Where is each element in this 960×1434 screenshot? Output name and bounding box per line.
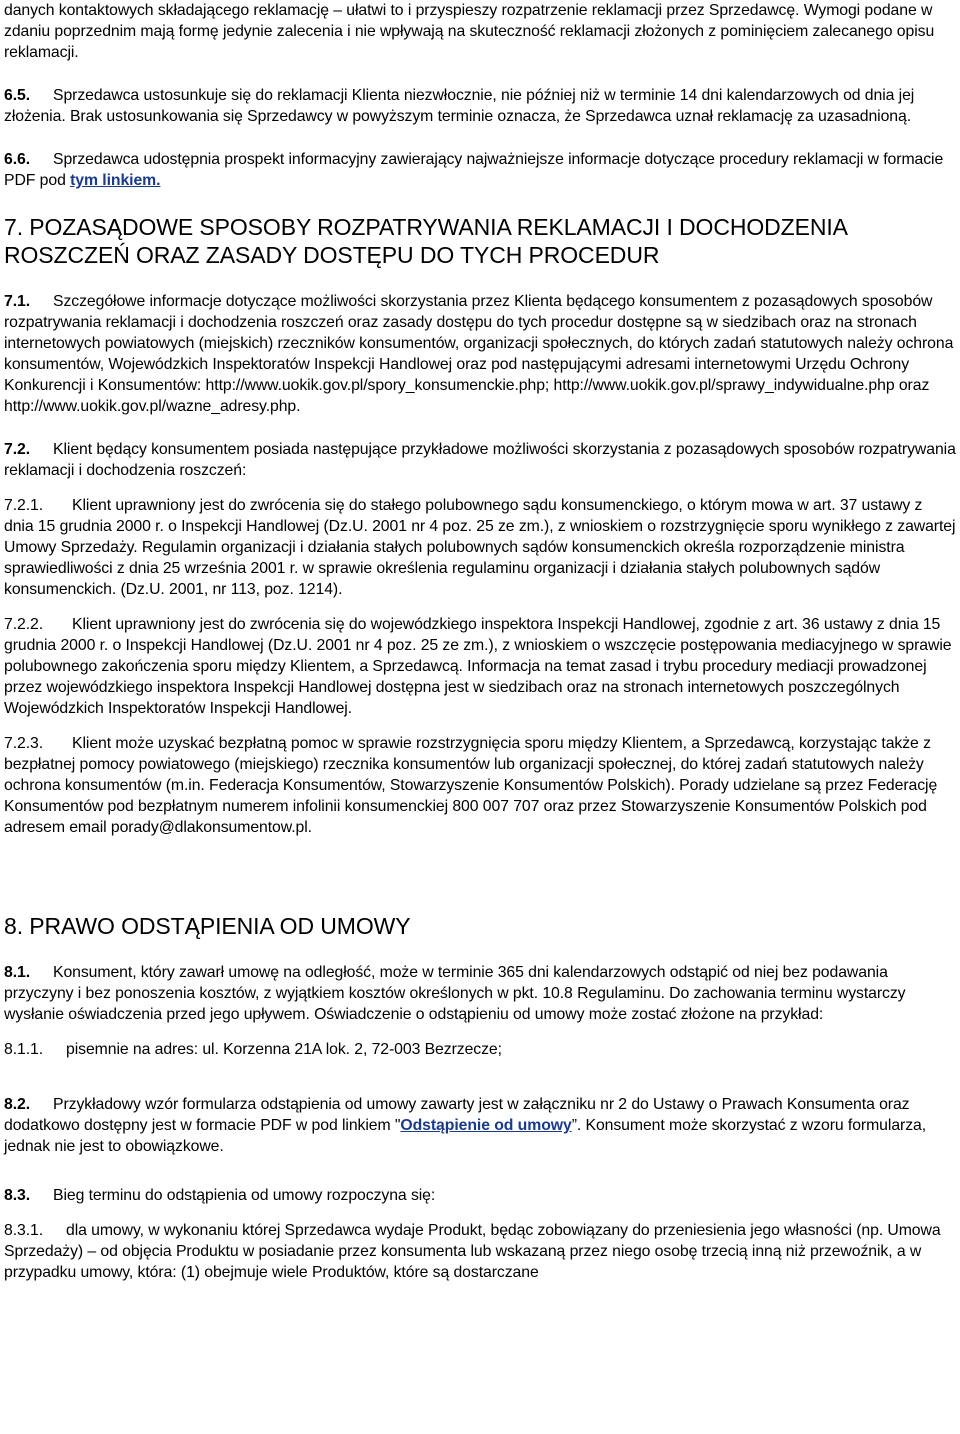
section-text-after: ”. Konsument może skorzystać z wzoru formularza, jednak nie jest to obowiązkowe. — [4, 1117, 927, 1155]
section-number: 7.2.3. — [4, 735, 44, 752]
section-number: 8.1. — [4, 964, 31, 981]
section-number: 8.3. — [4, 1187, 31, 1204]
section-text: Sprzedawca ustosunkuje się do reklamacji Klienta niezwłocznie, nie później niż w terminie 14 dni kalendarzowych od dnia jej złożenia. — [4, 87, 915, 125]
section-number: 8.2. — [4, 1096, 31, 1113]
section-8-1 — [4, 962, 956, 1025]
section-7-2 — [4, 439, 956, 481]
prospekt-link[interactable]: tym linkiem. — [70, 172, 161, 189]
odstapienie-link[interactable]: Odstąpienie od umowy — [400, 1117, 572, 1134]
section-text: Szczegółowe informacje dotyczące możliwości skorzystania przez Klienta będącego konsumentem z pozasądowych sposobów rozpatrywania reklamacji i dochodzenia roszczeń oraz zasady dostępu do tych procedur dostępne są w siedzibach oraz na stronach internetowych powiatowych (miejskich) rzeczników konsumentów, organizacji społecznych, do których zadań statutowych należy ochrona konsumentów, Wojewódzkich Inspektoratów Inspekcji Handlowej oraz pod następującymi adresami internetowymi Urzędu Ochrony Konkurencji i Konsumentów: http://www.uokik.gov.pl/spory_konsumenckie.php; http://www.uokik.gov.pl/sprawy_indywidualne.php oraz http://www.uokik.gov.pl/wazne_adresy.php. — [4, 293, 954, 415]
section-text: Konsument, który zawarł umowę na odległość, może w terminie 365 dni kalendarzowych odstąpić od niej bez podawania przyczyny i bez ponoszenia kosztów, z wyjątkiem kosztów określonych w pkt. 10.8 Regulaminu. Do zachowania terminu wystarczy wysłanie oświadczenia przed jego upływem. Oświadczenie o odstąpieniu od umowy może zostać złożone na przykład: — [4, 964, 906, 1023]
section-text: Klient będący konsumentem posiada następujące przykładowe możliwości skorzystania z pozasądowych sposobów rozpatrywania reklamacji i dochodzenia roszczeń: — [4, 441, 956, 479]
section-number: 7.1. — [4, 293, 31, 310]
intro-line-2: Wymogi podane w zdaniu poprzednim mają formę jedynie zalecenia i nie wpływają na skuteczność reklamacji złożonych z pominięciem zalecanego opisu reklamacji. — [4, 2, 935, 61]
section-8-3-1 — [4, 1220, 956, 1283]
section-number: 7.2.2. — [4, 616, 44, 633]
section-text: pisemnie na adres: ul. Korzenna 21A lok. 2, 72-003 Bezrzecze; — [66, 1041, 502, 1058]
section-number: 6.5. — [4, 87, 31, 104]
section-6-5 — [4, 85, 956, 127]
section-6-6 — [4, 149, 956, 191]
section-7-2-1 — [4, 495, 956, 600]
section-number: 7.2.1. — [4, 497, 44, 514]
section-8-2 — [4, 1094, 956, 1157]
section-number: 8.1.1. — [4, 1041, 44, 1058]
section-number: 6.6. — [4, 151, 31, 168]
section-text: Sprzedawca udostępnia prospekt informacyjny zawierający najważniejsze informacje dotyczące procedury reklamacji w formacie PDF pod — [4, 151, 944, 189]
section-number: 8.3.1. — [4, 1222, 44, 1239]
section-text: Klient może uzyskać bezpłatną pomoc w sprawie rozstrzygnięcia sporu między Klientem, a Sprzedawcą, korzystając także z bezpłatnej pomocy powiatowego (miejskiego) rzecznika konsumentów lub organizacji społecznej, do której zadań statutowych należy ochrona konsumentów (m.in. Federacja Konsumentów, Stowarzyszenie Konsumentów Polskich). Porady udzielane są przez Federację Konsumentów pod bezpłatnym numerem infolinii konsumenckiej 800 007 707 oraz przez Stowarzyszenie Konsumentów Polskich pod adresem email porady@dlakonsumentow.pl. — [4, 735, 938, 836]
section-8-3 — [4, 1185, 956, 1206]
heading-section-8: 8. PRAWO ODSTĄPIENIA OD UMOWY — [4, 913, 411, 939]
section-number: 7.2. — [4, 441, 31, 458]
section-text: Klient uprawniony jest do zwrócenia się do stałego polubownego sądu konsumenckiego, o którym mowa w art. 37 ustawy z dnia 15 grudnia 2000 r. o Inspekcji Handlowej (Dz.U. 2001 nr 4 poz. 25 ze zm.), z wnioskiem o rozstrzygnięcie sporu wynikłego z zawartej Umowy Sprzedaży. Regulamin organizacji i działania stałych polubownych sądów konsumenckich określa rozporządzenie ministra sprawiedliwości z dnia 25 września 2001 r. w sprawie określenia regulaminu organizacji i działania stałych polubownych sądów konsumenckich. (Dz.U. 2001, nr 113, poz. 1214). — [4, 497, 956, 598]
intro-line-1: danych kontaktowych składającego reklamację – ułatwi to i przyspieszy rozpatrzenie reklamacji przez Sprzedawcę. — [4, 2, 800, 19]
section-text: Przykładowy wzór formularza odstąpienia od umowy zawarty jest w załączniku nr 2 do Ustawy o Prawach Konsumenta oraz dodatkowo dostępny jest w formacie PDF w pod linkiem " — [4, 1096, 910, 1134]
section-text-continued: Brak ustosunkowania się Sprzedawcy w powyższym terminie oznacza, że Sprzedawca uznał reklamację za uzasadnioną. — [69, 108, 911, 125]
section-7-1 — [4, 291, 956, 417]
section-text: dla umowy, w wykonaniu której Sprzedawca wydaje Produkt, będąc zobowiązany do przeniesienia jego własności (np. Umowa Sprzedaży) – od objęcia Produktu w posiadanie przez konsumenta lub wskazaną przez niego osobę trzecią inną niż przewoźnik, a w przypadku umowy, która: (1) obejmuje wiele Produktów, które są dostarczane — [4, 1222, 941, 1281]
section-text: Klient uprawniony jest do zwrócenia się do wojewódzkiego inspektora Inspekcji Handlowej, zgodnie z art. 36 ustawy z dnia 15 grudnia 2000 r. o Inspekcji Handlowej (Dz.U. 2001 nr 4 poz. 25 ze zm.), z wnioskiem o wszczęcie postępowania mediacyjnego w sprawie polubownego zakończenia sporu między Klientem, a Sprzedawcą. Informacja na temat zasad i trybu procedury mediacji prowadzonej przez wojewódzkiego inspektora Inspekcji Handlowej dostępna jest w siedzibach oraz na stronach internetowych poszczególnych Wojewódzkich Inspektoratów Inspekcji Handlowej. — [4, 616, 952, 717]
section-8-1-1 — [4, 1039, 956, 1060]
intro-paragraph — [4, 0, 956, 63]
section-7-2-3 — [4, 733, 956, 838]
heading-section-7: 7. POZASĄDOWE SPOSOBY ROZPATRYWANIA REKLAMACJI I DOCHODZENIA ROSZCZEŃ ORAZ ZASADY DOSTĘPU DO TYCH PROCEDUR — [4, 214, 847, 268]
section-text: Bieg terminu do odstąpienia od umowy rozpoczyna się: — [53, 1187, 436, 1204]
section-7-2-2 — [4, 614, 956, 719]
